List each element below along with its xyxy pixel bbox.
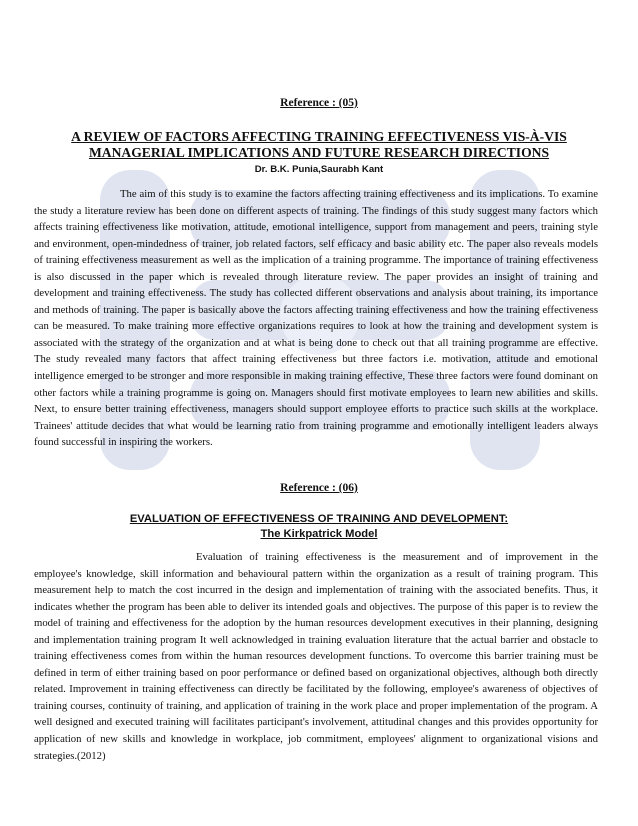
article2-abstract: Evaluation of training effectiveness is the measurement and of improvement in the employee's knowledge, skill information and behavioural pattern within the organization as a result of training program. This measurement help to match the cost incurred in the design and implementation of training with the associated benefits. Thus, it indicates whether the program has been able to deliver its intended goals and objectives. The purpose of this paper is to review the model of training and effectiveness for the adoption by the human resources development executives in their planning, designing and implementation training program It well acknowledged in training evaluation literature that the actual barrier and obstacle to training effectiveness comes from within the human resources development functions. To overcome this barrier training must be defined in term of either training based on poor performance or defined based on organizational objectives, although both directly related. Improvement in training effectiveness can directly be facilitated by the following, employee's awareness of objectives of training courses, continuity of training, and application of training in the work place and proper implementation of the program. A well designed and executed training will facilitates participant's involvement, attitudinal changes and this provides opportunity for application of new skills and knowledge in workplace, job commitment, employees' alignment to organizational visions and strategies.(2012) (34, 551, 598, 762)
reference-05-label: Reference : (05) (280, 97, 358, 109)
article1-abstract: The aim of this study is to examine the factors affecting training effectiveness and its implications. To examine the study a literature review has been done on different aspects of training. The findings of this study suggest many factors which affects training effectiveness like motivation, attitude, emotional intelligence, support from management and peers, training style and environment, open-mindedness of trainer, job related factors, self efficacy and basic ability etc. The paper also reveals models of training effectiveness measurement as well as the implication of a training programme. The importance of training effectiveness is also discussed in the paper which is revealed through literature review. The paper provides an insight of training and development and training effectiveness. The study has collected different observations and analysis about training, its importance and methods of training. The paper is basically above the factors affecting training effectiveness and how the training effectiveness can be measured. To make training more effective organizations requires to look at how the training and development system is associated with the strategy of the organization and at what is being done to check out that all training programme are effective. The study revealed many factors that affect training effectiveness but three factors i.e. motivation, attitude and emotional intelligence emerged to be stronger and more responsible in making training effective, These three factors were found dominant on other factors while a training programme is going on. Managers should first motivate employees to learn new abilities and skills. Next, to ensure better training effectiveness, managers should support employee efforts to practice such skills at the workplace. Trainees' attitude decides that what would be learning ratio from training programme and emotionally intelligent leaders always found successful in inspiring the workers. (34, 188, 598, 449)
article2-title (30, 512, 608, 542)
reference-06-label: Reference : (06) (280, 482, 358, 494)
article1-title-line2: MANAGERIAL IMPLICATIONS AND FUTURE RESEARCH DIRECTIONS (88, 145, 550, 160)
article1-title-line1: A REVIEW OF FACTORS AFFECTING TRAINING EFFECTIVENESS VIS-À-VIS (71, 129, 567, 144)
article1-title (30, 129, 608, 161)
article2-title-line2: The Kirkpatrick Model (260, 528, 378, 540)
article1-authors: Dr. B.K. Punia,Saurabh Kant (254, 164, 384, 175)
article2-title-line1: EVALUATION OF EFFECTIVENESS OF TRAINING AND DEVELOPMENT: (129, 513, 509, 525)
